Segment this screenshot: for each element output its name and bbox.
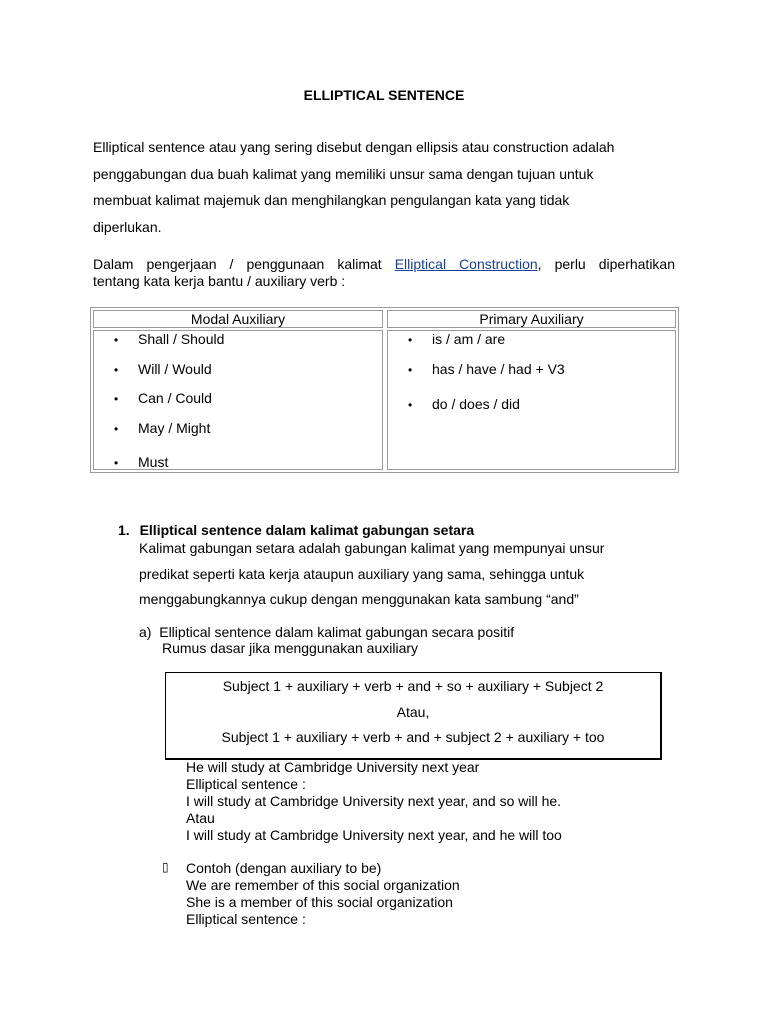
example-2 bbox=[186, 860, 460, 928]
bullet-icon: • bbox=[114, 333, 119, 347]
bullet-icon: • bbox=[408, 333, 413, 347]
document-title: ELLIPTICAL SENTENCE bbox=[303, 87, 465, 103]
list-item: • Can / Could bbox=[114, 390, 212, 406]
example-line: I will study at Cambridge University next year, and so will he. bbox=[186, 793, 562, 809]
list-item: • do / does / did bbox=[408, 396, 520, 412]
section-line: Kalimat gabungan setara adalah gabungan kalimat yang mempunyai unsur bbox=[139, 540, 605, 556]
formula-or: Atau, bbox=[396, 704, 430, 720]
primary-auxiliary-header: Primary Auxiliary bbox=[387, 310, 676, 328]
formula-line-1: Subject 1 + auxiliary + verb + and + so + auxiliary + Subject 2 bbox=[222, 678, 604, 694]
bullet-icon: • bbox=[114, 456, 119, 470]
usage-text: Dalam pengerjaan / penggunaan kalimat bbox=[93, 256, 395, 272]
example-line: Elliptical sentence : bbox=[186, 911, 306, 927]
example-line: She is a member of this social organization bbox=[186, 894, 453, 910]
modal-auxiliary-cell bbox=[93, 330, 383, 470]
list-item: • May / Might bbox=[114, 420, 211, 436]
primary-auxiliary-cell bbox=[387, 330, 676, 470]
subsection-a bbox=[139, 624, 514, 656]
bullet-icon: • bbox=[114, 422, 119, 436]
auxiliary-table bbox=[90, 307, 679, 473]
section-1-paragraph bbox=[139, 536, 675, 613]
example-line: Elliptical sentence : bbox=[186, 776, 306, 792]
example-1 bbox=[186, 759, 562, 844]
intro-paragraph bbox=[93, 134, 675, 240]
bullet-icon: • bbox=[114, 392, 119, 406]
usage-line-1 bbox=[93, 256, 675, 273]
list-item: • is / am / are bbox=[408, 331, 506, 347]
usage-text: , perlu diperhatikan bbox=[537, 256, 676, 272]
example-line: I will study at Cambridge University next year, and he will too bbox=[186, 827, 562, 843]
subsection-title: Elliptical sentence dalam kalimat gabungan secara positif bbox=[159, 624, 515, 640]
example-line: We are remember of this social organization bbox=[186, 877, 460, 893]
list-item: • Must bbox=[114, 454, 169, 470]
example-line: He will study at Cambridge University next year bbox=[186, 759, 480, 775]
bullet-icon: • bbox=[114, 363, 119, 377]
modal-auxiliary-header: Modal Auxiliary bbox=[93, 310, 383, 328]
usage-paragraph bbox=[93, 256, 675, 290]
bullet-icon: • bbox=[408, 398, 413, 412]
intro-line: Elliptical sentence atau yang sering disebut dengan ellipsis atau construction adalah bbox=[93, 139, 615, 155]
example-line: Atau bbox=[186, 810, 215, 826]
subsection-a-title bbox=[139, 624, 514, 640]
intro-line: diperlukan. bbox=[93, 218, 162, 235]
formula-box bbox=[165, 672, 662, 760]
intro-line: membuat kalimat majemuk dan menghilangkan pengulangan kata yang tidak bbox=[93, 192, 570, 208]
list-item: • Shall / Should bbox=[114, 331, 225, 347]
formula-line-2: Subject 1 + auxiliary + verb + and + subject 2 + auxiliary + too bbox=[221, 729, 605, 745]
list-item: • has / have / had + V3 bbox=[408, 361, 565, 377]
intro-line: penggabungan dua buah kalimat yang memiliki unsur sama dengan tujuan untuk bbox=[93, 165, 594, 182]
example-heading: Contoh (dengan auxiliary to be) bbox=[186, 860, 382, 876]
bullet-icon: • bbox=[408, 363, 413, 377]
usage-line-2: tentang kata kerja bantu / auxiliary verb : bbox=[93, 273, 346, 289]
elliptical-construction-link[interactable]: Elliptical Construction bbox=[394, 256, 538, 272]
example-marker-icon: ▯ bbox=[162, 860, 169, 874]
subsection-label: a) bbox=[139, 624, 152, 640]
list-item: • Will / Would bbox=[114, 361, 212, 377]
section-line: menggabungkannya cukup dengan menggunakan kata sambung “and” bbox=[139, 591, 579, 607]
subsection-a-subtitle: Rumus dasar jika menggunakan auxiliary bbox=[162, 640, 419, 656]
section-number: 1. bbox=[118, 522, 130, 538]
section-title: Elliptical sentence dalam kalimat gabungan setara bbox=[139, 522, 475, 538]
section-line: predikat seperti kata kerja ataupun auxiliary yang sama, sehingga untuk bbox=[139, 565, 585, 582]
